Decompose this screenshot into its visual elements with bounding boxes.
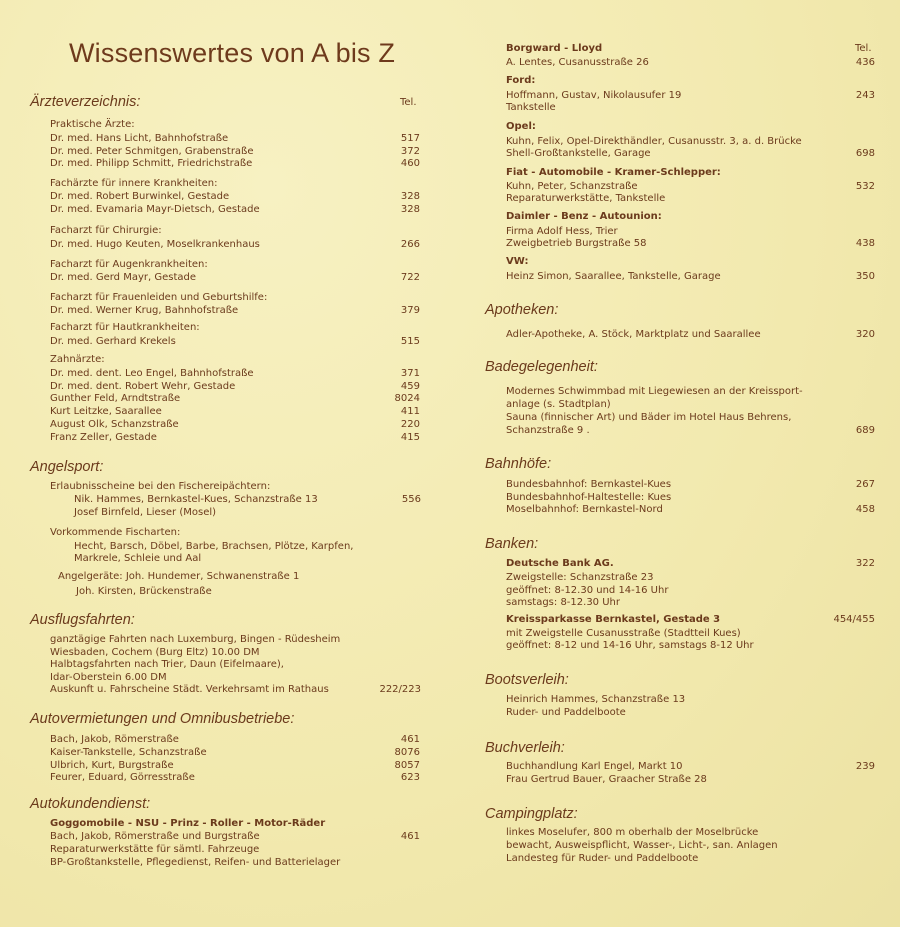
entry-tel: 222/223 bbox=[379, 684, 421, 695]
text-line: Wiesbaden, Cochem (Burg Eltz) 10.00 DM bbox=[50, 647, 260, 658]
entry-tel: 411 bbox=[400, 406, 420, 417]
text-line: Heinrich Hammes, Schanzstraße 13 bbox=[506, 694, 686, 705]
entry-name: Dr. med. Peter Schmitgen, Grabenstraße bbox=[50, 146, 254, 157]
entry-tel: 460 bbox=[400, 158, 420, 169]
brand-heading: Ford: bbox=[506, 75, 536, 86]
entry-tel: 722 bbox=[400, 272, 420, 283]
group-label: Facharzt für Frauenleiden und Geburtshilfe: bbox=[50, 292, 268, 303]
entry-tel: 438 bbox=[855, 238, 875, 249]
brand-heading: Daimler - Benz - Autounion: bbox=[506, 211, 662, 222]
entry-tel: 515 bbox=[400, 336, 420, 347]
section-heading-apotheken: Apotheken: bbox=[485, 302, 559, 318]
entry-name: Feurer, Eduard, Görresstraße bbox=[50, 772, 195, 783]
text-line: Hoffmann, Gustav, Nikolausufer 19 bbox=[506, 90, 682, 101]
text-line: Markrele, Schleie und Aal bbox=[74, 553, 202, 564]
text-line: bewacht, Ausweispflicht, Wasser-, Licht-, san. Anlagen bbox=[506, 840, 778, 851]
text-line: Bundesbahnhof: Bernkastel-Kues bbox=[506, 479, 672, 490]
group-label: Facharzt für Hautkrankheiten: bbox=[50, 322, 200, 333]
text-line: Zweigbetrieb Burgstraße 58 bbox=[506, 238, 647, 249]
section-heading-autokundendienst: Autokundendienst: bbox=[30, 796, 151, 812]
group-label: Praktische Ärzte: bbox=[50, 119, 135, 130]
text-line: Auskunft u. Fahrscheine Städt. Verkehrsamt im Rathaus bbox=[50, 684, 329, 695]
text-line: Sauna (finnischer Art) und Bäder im Hotel Haus Behrens, bbox=[506, 412, 792, 423]
entry-tel: 220 bbox=[400, 419, 420, 430]
entry-tel: 436 bbox=[855, 57, 875, 68]
text-line: mit Zweigstelle Cusanusstraße (Stadtteil Kues) bbox=[506, 628, 741, 639]
entry-tel: 239 bbox=[855, 761, 875, 772]
text-line: Heinz Simon, Saarallee, Tankstelle, Garage bbox=[506, 271, 721, 282]
text-line: Modernes Schwimmbad mit Liegewiesen an der Kreissport- bbox=[506, 386, 803, 397]
section-heading-bootsverleih: Bootsverleih: bbox=[485, 672, 569, 688]
text-line: Halbtagsfahrten nach Trier, Daun (Eifelmaare), bbox=[50, 659, 284, 670]
entry-tel: 328 bbox=[400, 191, 420, 202]
section-heading-campingplatz: Campingplatz: bbox=[485, 806, 578, 822]
entry-tel: 454/455 bbox=[833, 614, 875, 625]
brand-heading: Borgward - Lloyd bbox=[506, 43, 603, 54]
entry-name: Kaiser-Tankstelle, Schanzstraße bbox=[50, 747, 207, 758]
group-label: Facharzt für Augenkrankheiten: bbox=[50, 259, 208, 270]
entry-name: Bach, Jakob, Römerstraße bbox=[50, 734, 179, 745]
entry-tel: 328 bbox=[400, 204, 420, 215]
tel-column-label: Tel. bbox=[400, 97, 417, 108]
entry-tel: 556 bbox=[401, 494, 421, 505]
entry-tel: 517 bbox=[400, 133, 420, 144]
bank-name: Deutsche Bank AG. bbox=[506, 558, 614, 569]
text-line: ganztägige Fahrten nach Luxemburg, Bingen - Rüdesheim bbox=[50, 634, 341, 645]
entry-name: Dr. med. Hans Licht, Bahnhofstraße bbox=[50, 133, 229, 144]
section-heading-banken: Banken: bbox=[485, 536, 539, 552]
text-line: Vorkommende Fischarten: bbox=[50, 527, 181, 538]
text-line: Frau Gertrud Bauer, Graacher Straße 28 bbox=[506, 774, 707, 785]
entry-name: Gunther Feld, Arndtstraße bbox=[50, 393, 181, 404]
text-line: A. Lentes, Cusanusstraße 26 bbox=[506, 57, 649, 68]
entry-name: Dr. med. dent. Leo Engel, Bahnhofstraße bbox=[50, 368, 254, 379]
entry-tel: 379 bbox=[400, 305, 420, 316]
text-line: Firma Adolf Hess, Trier bbox=[506, 226, 618, 237]
entry-name: Dr. med. Gerd Mayr, Gestade bbox=[50, 272, 197, 283]
entry-name: August Olk, Schanzstraße bbox=[50, 419, 179, 430]
entry-tel: 461 bbox=[400, 831, 420, 842]
text-line: Angelgeräte: Joh. Hundemer, Schwanenstraße 1 bbox=[58, 571, 300, 582]
group-label: Fachärzte für innere Krankheiten: bbox=[50, 178, 218, 189]
entry-name: Dr. med. Gerhard Krekels bbox=[50, 336, 176, 347]
text-line: Buchhandlung Karl Engel, Markt 10 bbox=[506, 761, 683, 772]
text-line: Moselbahnhof: Bernkastel-Nord bbox=[506, 504, 663, 515]
page-title: Wissenswertes von A bis Z bbox=[69, 38, 396, 68]
entry-tel: 372 bbox=[400, 146, 420, 157]
text-line: Joh. Kirsten, Brückenstraße bbox=[76, 586, 212, 597]
text-line: Adler-Apotheke, A. Stöck, Marktplatz und Saarallee bbox=[506, 329, 761, 340]
text-line: anlage (s. Stadtplan) bbox=[506, 399, 611, 410]
text-line: linkes Moselufer, 800 m oberhalb der Moselbrücke bbox=[506, 827, 759, 838]
entry-tel: 532 bbox=[855, 181, 875, 192]
text-line: BP-Großtankstelle, Pflegedienst, Reifen- und Batterielager bbox=[50, 857, 341, 868]
text-line: Ruder- und Paddelboote bbox=[506, 707, 626, 718]
entry-tel: 243 bbox=[855, 90, 875, 101]
entry-tel: 459 bbox=[400, 381, 420, 392]
entry-name: Franz Zeller, Gestade bbox=[50, 432, 157, 443]
text-line: Tankstelle bbox=[506, 102, 556, 113]
entry-tel: 458 bbox=[855, 504, 875, 515]
text-line: Shell-Großtankstelle, Garage bbox=[506, 148, 651, 159]
text-line: Bach, Jakob, Römerstraße und Burgstraße bbox=[50, 831, 260, 842]
group-label: Facharzt für Chirurgie: bbox=[50, 225, 162, 236]
section-heading-buchverleih: Buchverleih: bbox=[485, 740, 565, 756]
entry-name: Dr. med. dent. Robert Wehr, Gestade bbox=[50, 381, 236, 392]
section-heading-bahnhoefe: Bahnhöfe: bbox=[485, 456, 552, 472]
entry-tel: 320 bbox=[855, 329, 875, 340]
entry-name: Dr. med. Philipp Schmitt, Friedrichstraße bbox=[50, 158, 253, 169]
section-heading-autovermietungen: Autovermietungen und Omnibusbetriebe: bbox=[30, 711, 295, 727]
text-line: Erlaubnisscheine bei den Fischereipächtern: bbox=[50, 481, 271, 492]
text-line: Schanzstraße 9 . bbox=[506, 425, 590, 436]
bank-name: Kreissparkasse Bernkastel, Gestade 3 bbox=[506, 614, 721, 625]
text-line: Idar-Oberstein 6.00 DM bbox=[50, 672, 167, 683]
entry-tel: 350 bbox=[855, 271, 875, 282]
entry-tel: 322 bbox=[855, 558, 875, 569]
entry-tel: 8076 bbox=[394, 747, 420, 758]
section-heading-angelsport: Angelsport: bbox=[30, 459, 104, 475]
section-heading-aerzte: Ärzteverzeichnis: bbox=[30, 94, 141, 110]
brand-heading: VW: bbox=[506, 256, 529, 267]
entry-tel: 415 bbox=[400, 432, 420, 443]
entry-tel: 266 bbox=[400, 239, 420, 250]
entry-tel: 267 bbox=[855, 479, 875, 490]
entry-name: Ulbrich, Kurt, Burgstraße bbox=[50, 760, 174, 771]
entry-tel: 698 bbox=[855, 148, 875, 159]
text-line: Bundesbahnhof-Haltestelle: Kues bbox=[506, 492, 672, 503]
text-line: Kuhn, Peter, Schanzstraße bbox=[506, 181, 638, 192]
entry-tel: 371 bbox=[400, 368, 420, 379]
entry-name: Dr. med. Werner Krug, Bahnhofstraße bbox=[50, 305, 239, 316]
text-line: Zweigstelle: Schanzstraße 23 bbox=[506, 572, 654, 583]
brand-heading: Opel: bbox=[506, 121, 536, 132]
text-line: geöffnet: 8-12.30 und 14-16 Uhr bbox=[506, 585, 669, 596]
text-line: Josef Birnfeld, Lieser (Mosel) bbox=[74, 507, 217, 518]
entry-name: Dr. med. Hugo Keuten, Moselkrankenhaus bbox=[50, 239, 260, 250]
text-line: Hecht, Barsch, Döbel, Barbe, Brachsen, Plötze, Karpfen, bbox=[74, 541, 354, 552]
brand-heading: Goggomobile - NSU - Prinz - Roller - Motor-Räder bbox=[50, 818, 326, 829]
entry-name: Dr. med. Robert Burwinkel, Gestade bbox=[50, 191, 230, 202]
entry-tel: 8024 bbox=[394, 393, 420, 404]
entry-tel: 461 bbox=[400, 734, 420, 745]
group-label: Zahnärzte: bbox=[50, 354, 105, 365]
text-line: Landesteg für Ruder- und Paddelboote bbox=[506, 853, 699, 864]
text-line: Kuhn, Felix, Opel-Direkthändler, Cusanusstr. 3, a. d. Brücke bbox=[506, 136, 802, 147]
text-line: Reparaturwerkstätte, Tankstelle bbox=[506, 193, 666, 204]
text-line: samstags: 8-12.30 Uhr bbox=[506, 597, 620, 608]
text-line: geöffnet: 8-12 und 14-16 Uhr, samstags 8-12 Uhr bbox=[506, 640, 754, 651]
section-heading-ausflugsfahrten: Ausflugsfahrten: bbox=[30, 612, 135, 628]
entry-tel: 8057 bbox=[394, 760, 420, 771]
brand-heading: Fiat - Automobile - Kramer-Schlepper: bbox=[506, 167, 721, 178]
entry-name: Kurt Leitzke, Saarallee bbox=[50, 406, 162, 417]
section-heading-badegelegenheit: Badegelegenheit: bbox=[485, 359, 598, 375]
text-line: Reparaturwerkstätte für sämtl. Fahrzeuge bbox=[50, 844, 260, 855]
text-line: Nik. Hammes, Bernkastel-Kues, Schanzstraße 13 bbox=[74, 494, 318, 505]
tel-column-label: Tel. bbox=[855, 43, 872, 54]
entry-tel: 623 bbox=[400, 772, 420, 783]
entry-tel: 689 bbox=[855, 425, 875, 436]
entry-name: Dr. med. Evamaria Mayr-Dietsch, Gestade bbox=[50, 204, 260, 215]
